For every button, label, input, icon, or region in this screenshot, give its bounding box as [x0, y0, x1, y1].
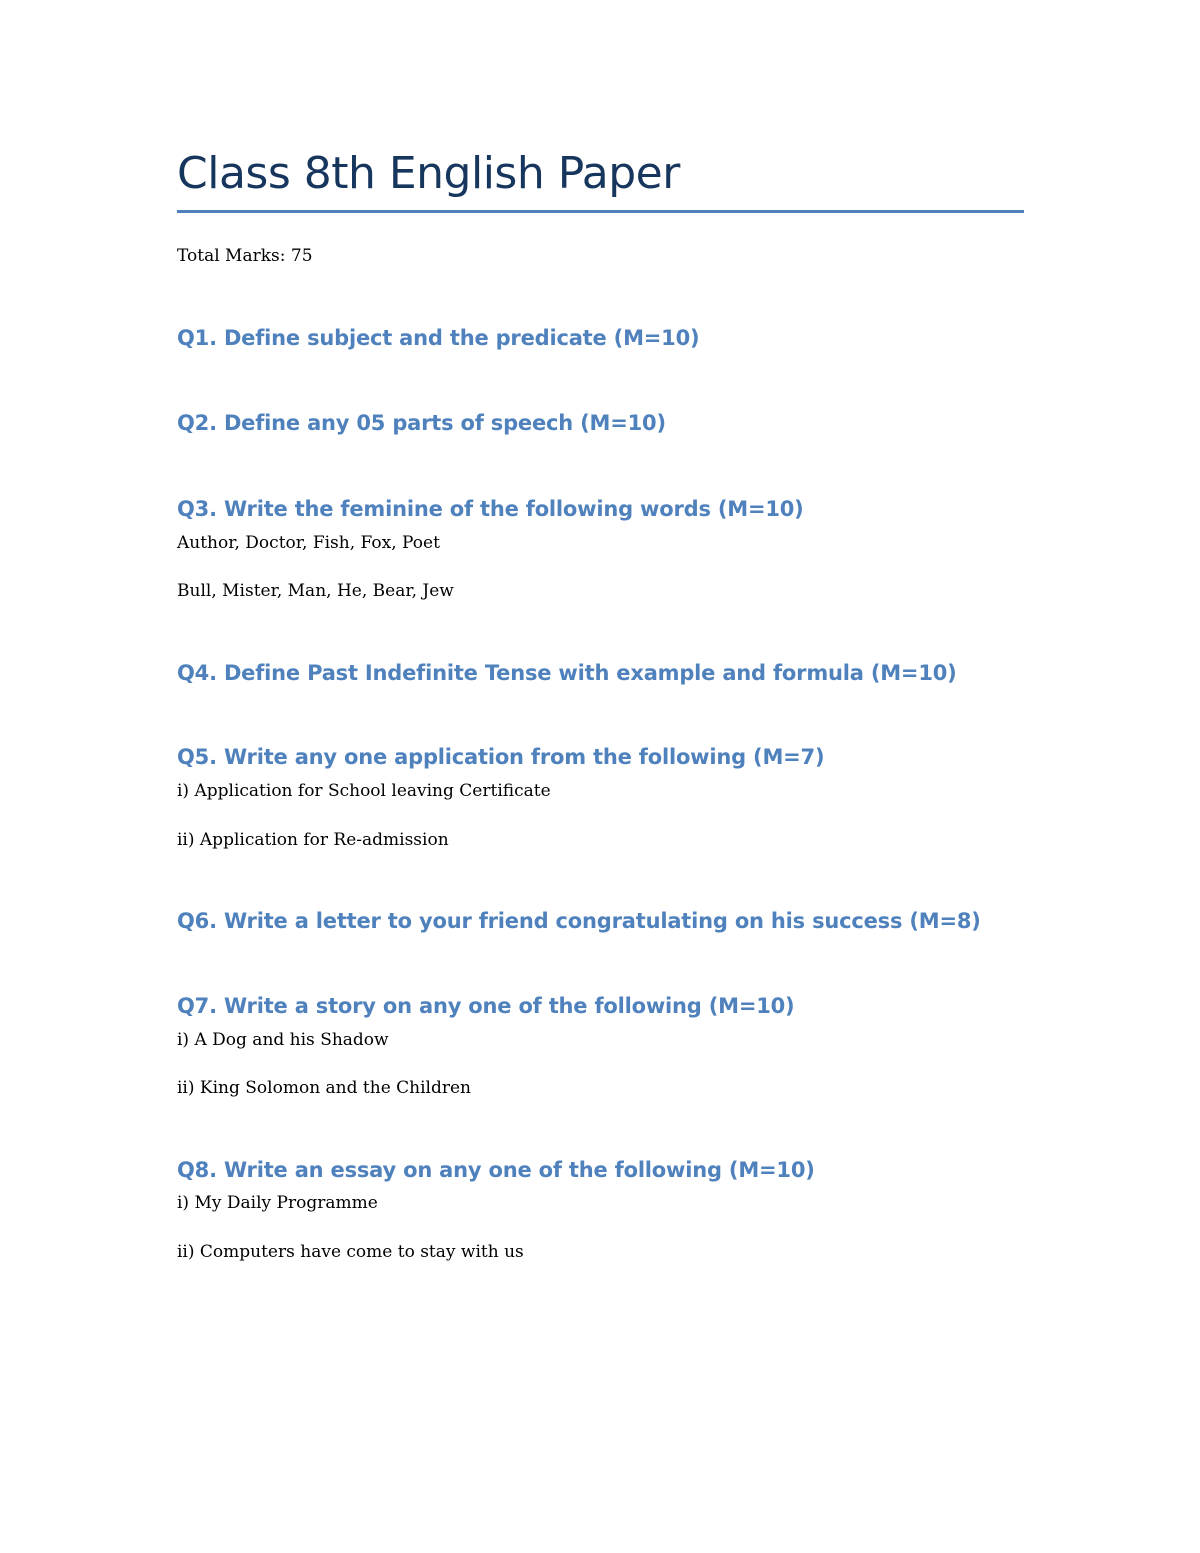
question-8-line-1: i) My Daily Programme	[177, 1193, 378, 1213]
question-3-line-2: Bull, Mister, Man, He, Bear, Jew	[177, 581, 454, 601]
page-title: Class 8th English Paper	[177, 148, 680, 199]
question-5-heading: Q5. Write any one application from the following (M=7)	[177, 745, 825, 769]
question-4-heading: Q4. Define Past Indefinite Tense with example and formula (M=10)	[177, 661, 957, 685]
question-8-line-2: ii) Computers have come to stay with us	[177, 1242, 524, 1262]
total-marks: Total Marks: 75	[177, 246, 313, 266]
question-3-heading: Q3. Write the feminine of the following words (M=10)	[177, 497, 804, 521]
question-5-line-2: ii) Application for Re-admission	[177, 830, 449, 850]
question-3-line-1: Author, Doctor, Fish, Fox, Poet	[177, 533, 440, 553]
question-2-heading: Q2. Define any 05 parts of speech (M=10)	[177, 411, 666, 435]
question-7-line-2: ii) King Solomon and the Children	[177, 1078, 472, 1098]
question-7-heading: Q7. Write a story on any one of the following (M=10)	[177, 994, 795, 1018]
question-7-line-1: i) A Dog and his Shadow	[177, 1030, 389, 1050]
question-6-heading: Q6. Write a letter to your friend congratulating on his success (M=8)	[177, 909, 981, 933]
title-underline	[177, 210, 1024, 213]
question-5-line-1: i) Application for School leaving Certificate	[177, 781, 551, 801]
question-1-heading: Q1. Define subject and the predicate (M=10)	[177, 326, 700, 350]
question-8-heading: Q8. Write an essay on any one of the following (M=10)	[177, 1158, 815, 1182]
